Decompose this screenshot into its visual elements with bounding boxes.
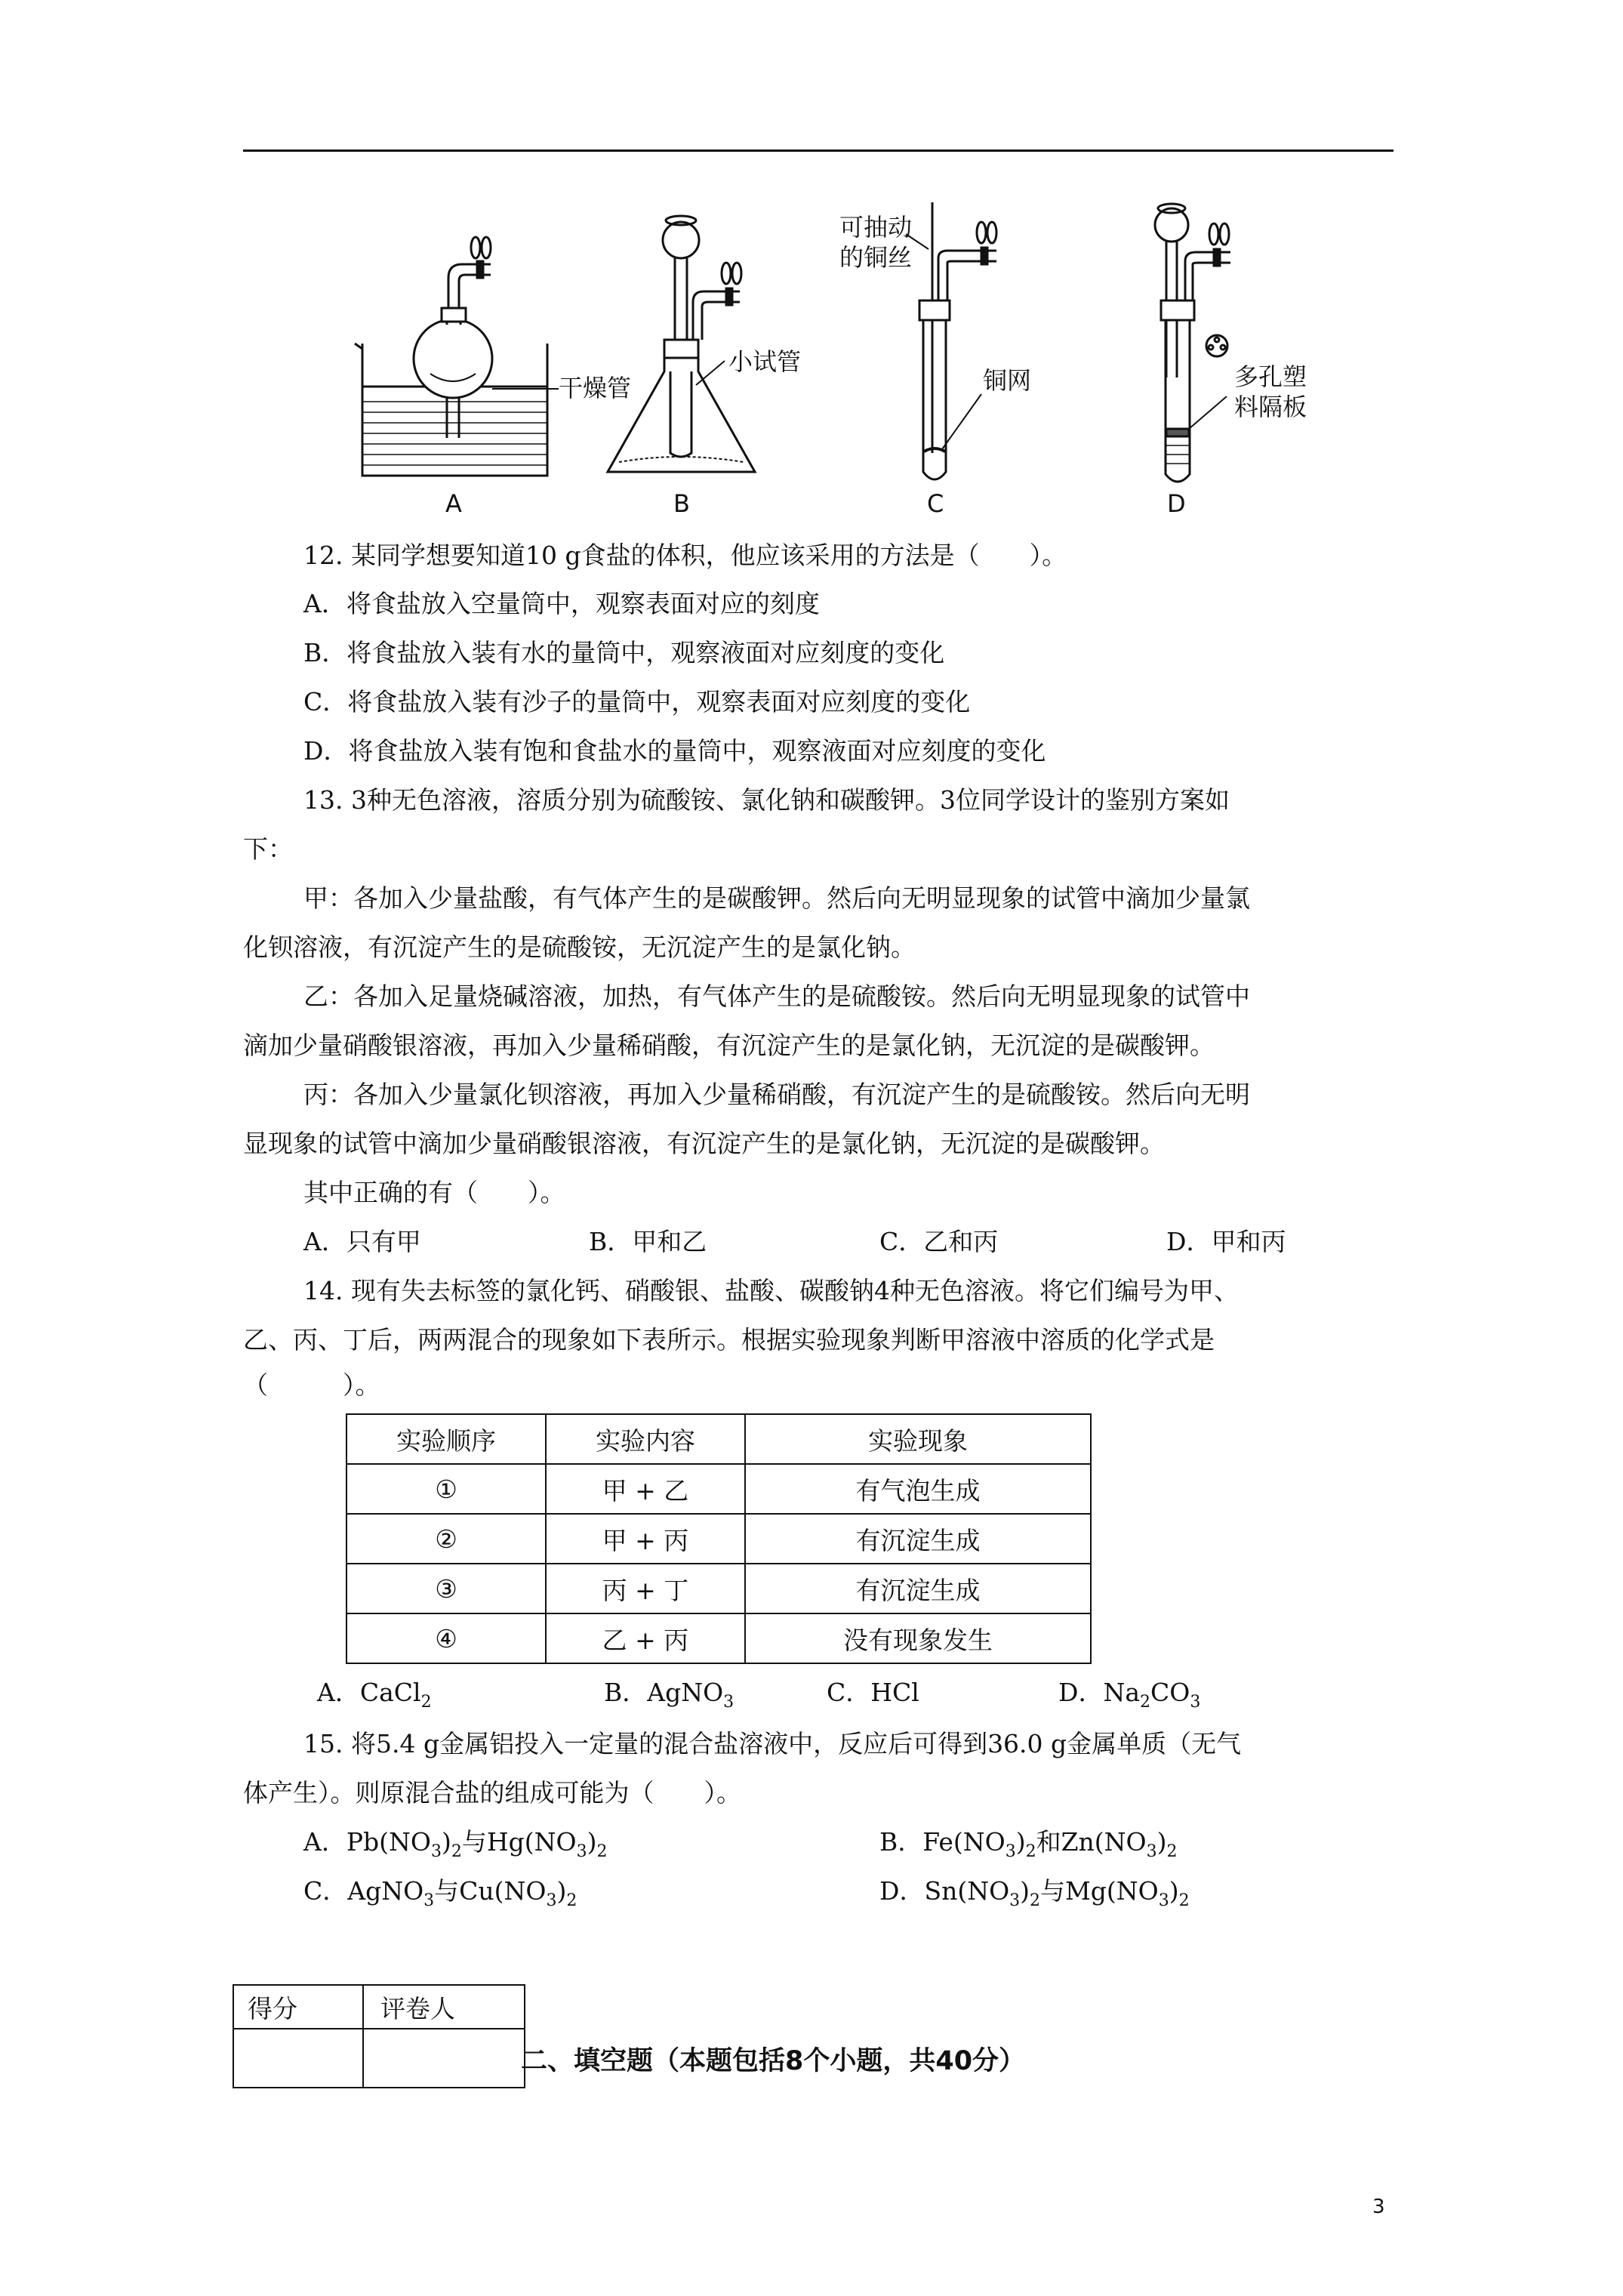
table-row (346, 1613, 1091, 1663)
subscript: 2 (420, 1693, 432, 1712)
subscript: 3 (1005, 1842, 1016, 1861)
table-cell: ① (346, 1464, 546, 1514)
subscript: 3 (1146, 1842, 1157, 1861)
subscript: 2 (566, 1891, 577, 1910)
apparatus-b (608, 216, 755, 472)
label-drying-tube: 干燥管 (559, 374, 632, 402)
q14-option-d-text: D．Na (1058, 1678, 1141, 1707)
caption-d: D (1167, 489, 1186, 518)
apparatus-d (1155, 204, 1230, 482)
label-porous-plate-1: 多孔塑 (1234, 362, 1307, 391)
subscript: 2 (1140, 1693, 1151, 1712)
q13-stem-1: 13. 3种无色溶液，溶质分别为硫酸铵、氯化钠和碳酸钾。3位同学设计的鉴别方案如 (303, 785, 1230, 815)
label-copper-mesh: 铜网 (983, 366, 1032, 395)
table-cell: 甲 + 丙 (546, 1514, 745, 1564)
q15-stem-1: 15. 将5.4 g金属铝投入一定量的混合盐溶液中，反应后可得到36.0 g金属单质（无气 (303, 1729, 1242, 1758)
apparatus-diagram (332, 189, 1313, 521)
table-header: 实验现象 (745, 1414, 1091, 1464)
table-cell: ④ (346, 1613, 546, 1663)
q15-option-a (303, 1827, 608, 1861)
apparatus-c (906, 202, 996, 479)
apparatus-a (355, 237, 559, 476)
q12-option-d: D．将食盐放入装有饱和食盐水的量筒中，观察液面对应刻度的变化 (303, 736, 1046, 766)
q14-option-a-text: A．CaCl (317, 1678, 421, 1707)
subscript: 3 (1190, 1693, 1201, 1712)
subscript: 2 (1030, 1891, 1040, 1910)
q13-bing-1: 丙：各加入少量氯化钡溶液，再加入少量稀硝酸，有沉淀产生的是硫酸铵。然后向无明 (303, 1080, 1250, 1109)
grader-cell[interactable] (363, 2029, 525, 2088)
q13-yi-2: 滴加少量硝酸银溶液，再加入少量稀硝酸，有沉淀产生的是氯化钠，无沉淀的是碳酸钾。 (243, 1031, 1215, 1060)
label-porous-plate-2: 料隔板 (1234, 393, 1307, 421)
subscript: 3 (1158, 1891, 1169, 1910)
subscript: 3 (723, 1693, 735, 1712)
q13-yi-1: 乙：各加入足量烧碱溶液，加热，有气体产生的是硫酸铵。然后向无明显现象的试管中 (303, 982, 1250, 1011)
caption-a: A (445, 489, 462, 518)
score-cell[interactable] (233, 2029, 363, 2088)
q14-option-b (604, 1678, 735, 1712)
q13-jia-1: 甲：各加入少量盐酸，有气体产生的是碳酸钾。然后向无明显现象的试管中滴加少量氯 (303, 883, 1250, 913)
caption-b: B (673, 489, 690, 518)
q13-jia-2: 化钡溶液，有沉淀产生的是硫酸铵，无沉淀产生的是氯化钠。 (243, 932, 916, 962)
q14-option-c: C．HCl (827, 1678, 919, 1707)
q14-option-d (1058, 1678, 1201, 1712)
q15-option-c-text: 与Cu(NO (434, 1876, 547, 1906)
q12-option-a: A．将食盐放入空量筒中，观察表面对应的刻度 (303, 589, 820, 618)
table-header: 实验顺序 (346, 1414, 546, 1464)
table-cell: 有沉淀生成 (745, 1514, 1091, 1564)
q15-option-d (879, 1876, 1190, 1910)
subscript: 2 (1166, 1842, 1178, 1861)
q12-option-c: C．将食盐放入装有沙子的量筒中，观察表面对应刻度的变化 (303, 687, 971, 717)
q13-option-d: D．甲和丙 (1166, 1227, 1286, 1256)
q13-option-c: C．乙和丙 (879, 1227, 999, 1256)
subscript: 3 (430, 1842, 442, 1861)
table-header: 实验内容 (546, 1414, 745, 1464)
table-row (346, 1564, 1091, 1613)
score-label: 得分 (233, 1985, 363, 2029)
subscript: 3 (423, 1891, 435, 1910)
table-cell: 甲 + 乙 (546, 1464, 745, 1514)
q15-option-a-text: A．Pb(NO (303, 1827, 431, 1857)
caption-c: C (927, 489, 944, 518)
table-row (346, 1464, 1091, 1514)
label-copper-wire-2: 的铜丝 (839, 243, 913, 272)
subscript: 2 (451, 1842, 462, 1861)
table-cell: ③ (346, 1564, 546, 1613)
experiment-table (346, 1413, 1092, 1664)
q15-option-c-text: C．AgNO (303, 1876, 424, 1906)
subscript: 2 (1178, 1891, 1190, 1910)
table-cell: 有气泡生成 (745, 1464, 1091, 1514)
q13-bing-2: 显现象的试管中滴加少量硝酸银溶液，有沉淀产生的是氯化钠，无沉淀的是碳酸钾。 (243, 1129, 1165, 1158)
q13-stem-2: 下： (243, 834, 293, 864)
table-row (346, 1514, 1091, 1564)
q14-stem-1: 14. 现有失去标签的氯化钙、硝酸银、盐酸、碳酸钠4种无色溶液。将它们编号为甲、 (303, 1276, 1239, 1305)
q15-option-d-text: 与Mg(NO (1040, 1876, 1159, 1906)
q14-option-d-text: CO (1150, 1678, 1190, 1707)
subscript: 2 (1025, 1842, 1036, 1861)
q12-stem: 12. 某同学想要知道10 g食盐的体积，他应该采用的方法是（ ）。 (303, 541, 1067, 570)
q13-ask: 其中正确的有（ ）。 (303, 1178, 565, 1207)
q12-option-b: B．将食盐放入装有水的量筒中，观察液面对应刻度的变化 (303, 638, 945, 667)
grader-label: 评卷人 (363, 1985, 525, 2029)
q15-option-c (303, 1876, 577, 1910)
subscript: 3 (1009, 1891, 1021, 1910)
q15-option-a-text: ) (587, 1827, 597, 1857)
page-number: 3 (1372, 2196, 1385, 2218)
section-title: 二、填空题（本题包括8个小题，共40分） (521, 2046, 1026, 2076)
score-box (233, 1984, 525, 2088)
header-rule (243, 149, 1394, 152)
table-cell: 有沉淀生成 (745, 1564, 1091, 1613)
q15-option-d-text: D．Sn(NO (879, 1876, 1010, 1906)
label-small-tube: 小试管 (728, 347, 802, 376)
subscript: 2 (596, 1842, 608, 1861)
q15-option-b-text: 和Zn(NO (1036, 1827, 1147, 1857)
q15-option-a-text: 与Hg(NO (461, 1827, 577, 1857)
q15-option-c-text: ) (556, 1876, 567, 1906)
table-cell: 乙 + 丙 (546, 1613, 745, 1663)
table-cell: ② (346, 1514, 546, 1564)
q15-option-a-text: ) (441, 1827, 451, 1857)
apparatus-figure (332, 189, 1313, 521)
q13-option-a: A．只有甲 (303, 1227, 421, 1256)
q15-option-d-text: ) (1020, 1876, 1030, 1906)
table-header-row (346, 1414, 1091, 1464)
table-cell: 丙 + 丁 (546, 1564, 745, 1613)
q13-option-b: B．甲和乙 (589, 1227, 707, 1256)
q15-option-b-text: B．Fe(NO (879, 1827, 1006, 1857)
q14-stem-2: 乙、丙、丁后，两两混合的现象如下表所示。根据实验现象判断甲溶液中溶质的化学式是 (243, 1325, 1215, 1354)
q15-option-d-text: ) (1169, 1876, 1179, 1906)
label-copper-wire-1: 可抽动 (839, 213, 913, 242)
table-cell: 没有现象发生 (745, 1613, 1091, 1663)
q14-option-a (317, 1678, 432, 1712)
subscript: 3 (576, 1842, 587, 1861)
subscript: 3 (546, 1891, 557, 1910)
q15-option-b (879, 1827, 1178, 1861)
q14-stem-3: （ ）。 (243, 1370, 380, 1400)
q15-stem-2: 体产生）。则原混合盐的组成可能为（ ）。 (243, 1778, 741, 1808)
q14-option-b-text: B．AgNO (604, 1678, 724, 1707)
q15-option-b-text: ) (1015, 1827, 1026, 1857)
q15-option-b-text: ) (1156, 1827, 1167, 1857)
